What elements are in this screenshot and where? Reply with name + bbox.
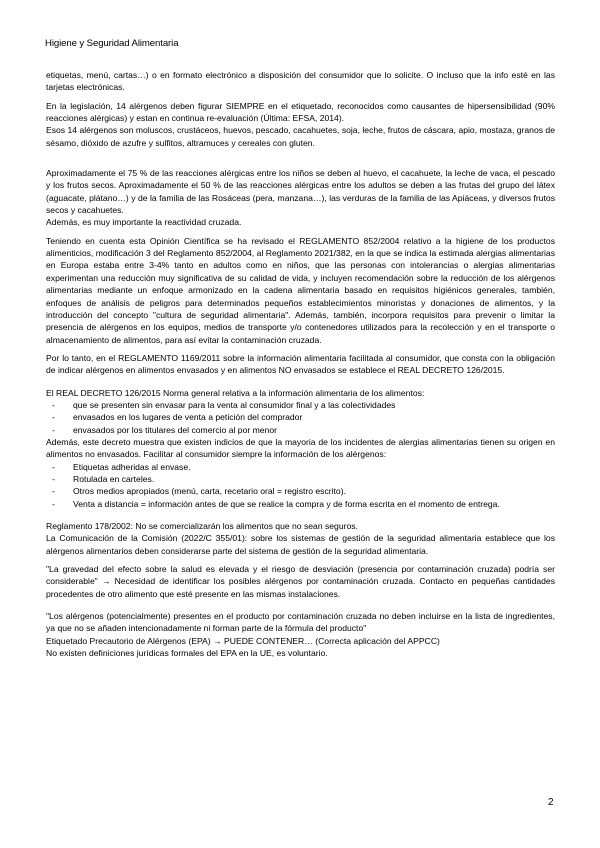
paragraph: "Los alérgenos (potencialmente) presentes en el producto por contaminación cruzada no deben incluirse en la lista de ingredientes, ya que no se añaden intencionadamente ni forman parte de la fórmula del producto": [46, 611, 555, 634]
paragraph: Además, es muy importante la reactividad cruzada.: [46, 217, 242, 228]
list-item: - Venta a distancia = información antes de que se realice la compra y de forma escrita en el momento de entrega.: [46, 498, 555, 510]
paragraph: El REAL DECRETO 126/2015 Norma general relativa a la información alimentaria de los alimentos:: [46, 387, 425, 398]
paragraph: "La gravedad del efecto sobre la salud es elevada y el riesgo de desviación (presencia por contaminación cruzada) podría ser considerable" → Necesidad de identificar los posibles alérgenos por contaminación cruzada. Contacto en pequeñas cantidades procedentes de otro alimento que esté presente en las mismas instalaciones.: [46, 564, 555, 599]
list-item: - Rotulada en carteles.: [46, 473, 555, 485]
document-body: [46, 69, 555, 659]
list-item: - envasados en los lugares de venta a petición del comprador: [46, 411, 555, 423]
dash-list: [46, 399, 555, 436]
paragraph: Reglamento 178/2002: No se comercializarán los alimentos que no sean seguros.: [46, 521, 358, 531]
list-item: - Otros medios apropiados (menú, carta, recetario oral = registro escrito).: [46, 485, 555, 497]
dash-list: [46, 461, 555, 510]
paragraph: La Comunicación de la Comisión (2022/C 355/01): sobre los sistemas de gestión de la seguridad alimentaria establece que los alérgenos alimentarios deben considerarse parte del sistema de gestión de la seguridad alimentaria.: [46, 533, 555, 556]
page-number: 2: [548, 797, 554, 808]
paragraph: Teniendo en cuenta esta Opinión Científica se ha revisado el REGLAMENTO 852/2004 relativo a la higiene de los productos alimenticios, modificación 3 del Reglamento 852/2004, al Reglamento 2021/382, en la que se indica la estimada alergias alimentarias en Europa estaba entre 3-4% tanto en adultos como en niños, que las personas con intolerancias o alergias alimentarias experimentan una reducción muy significativa de su calidad de vida, y incluyen recomendación sobre la reducción de los alérgenos alimentarias mediante un enfoque armonizado en la cadena alimentaria basado en requisitos higiénicos generales, también, enfoques de análisis de peligros para determinados pequeños establecimientos minoristas y donaciones de alimentos, y la introducción del concepto "cultura de seguridad alimentaria". Además, también, incorpora requisitos para prevenir o limitar la presencia de alérgenos en los equipos, medios de transporte y/o contenedores utilizados para la recolección y en el transporte o almacenamiento de alimentos, para así evitar la contaminación cruzada.: [46, 235, 555, 345]
list-item: - Etiquetas adheridas al envase.: [46, 461, 555, 473]
page-header: Higiene y Seguridad Alimentaria: [45, 38, 179, 49]
list-item: - envasados por los titulares del comercio al por menor: [46, 424, 555, 436]
paragraph: Por lo tanto, en el REGLAMENTO 1169/2011 sobre la información alimentaria facilitada al consumidor, que consta con la obligación de indicar alérgenos en alimentos envasados y en alimentos NO envasados se establece el REAL DECRETO 126/2015.: [46, 352, 555, 376]
paragraph: Aproximadamente el 75 % de las reacciones alérgicas entre los niños se deben al huevo, el cacahuete, la leche de vaca, el pescado y los frutos secos. Aproximadamente el 50 % de las reacciones alérgicas entre los adultos se deben a las frutas del grupo del látex (aguacate, plátano…) y de la familia de las Rosáceas (pera, manzana…), las verduras de la familia de las Apiáceas, y diversos frutos secos y cacahuetes.: [46, 168, 555, 216]
paragraph: Etiquetado Precautorio de Alérgenos (EPA) → PUEDE CONTENER… (Correcta aplicación del APPCC): [46, 635, 440, 646]
paragraph: etiquetas, menú, cartas…) o en formato electrónico a disposición del consumidor que lo solicite. O incluso que la info esté en las tarjetas electrónicas.: [46, 70, 555, 93]
paragraph: Además, este decreto muestra que existen indicios de que la mayoria de los incidentes de alergias alimentarias tienen su origen en alimentos no envasados. Facilitar al consumidor siempre la información de los alérgenos:: [46, 436, 555, 460]
paragraph: En la legislación, 14 alérgenos deben figurar SIEMPRE en el etiquetado, reconocidos como causantes de hipersensibilidad (90% reacciones alérgicas) y estan en continua re-evaluación (Última: EFSA, 2014).: [46, 100, 555, 124]
paragraph: Esos 14 alérgenos son moluscos, crustáceos, huevos, pescado, cacahuetes, soja, leche, frutos de cáscara, apio, mostaza, granos de sésamo, dióxido de azufre y sulfitos, altramuces y cereales con gluten.: [46, 125, 555, 148]
paragraph: No existen definiciones jurídicas formales del EPA en la UE, es voluntario.: [46, 648, 328, 659]
list-item: - que se presenten sin envasar para la venta al consumidor final y a las colectividades: [46, 399, 555, 411]
